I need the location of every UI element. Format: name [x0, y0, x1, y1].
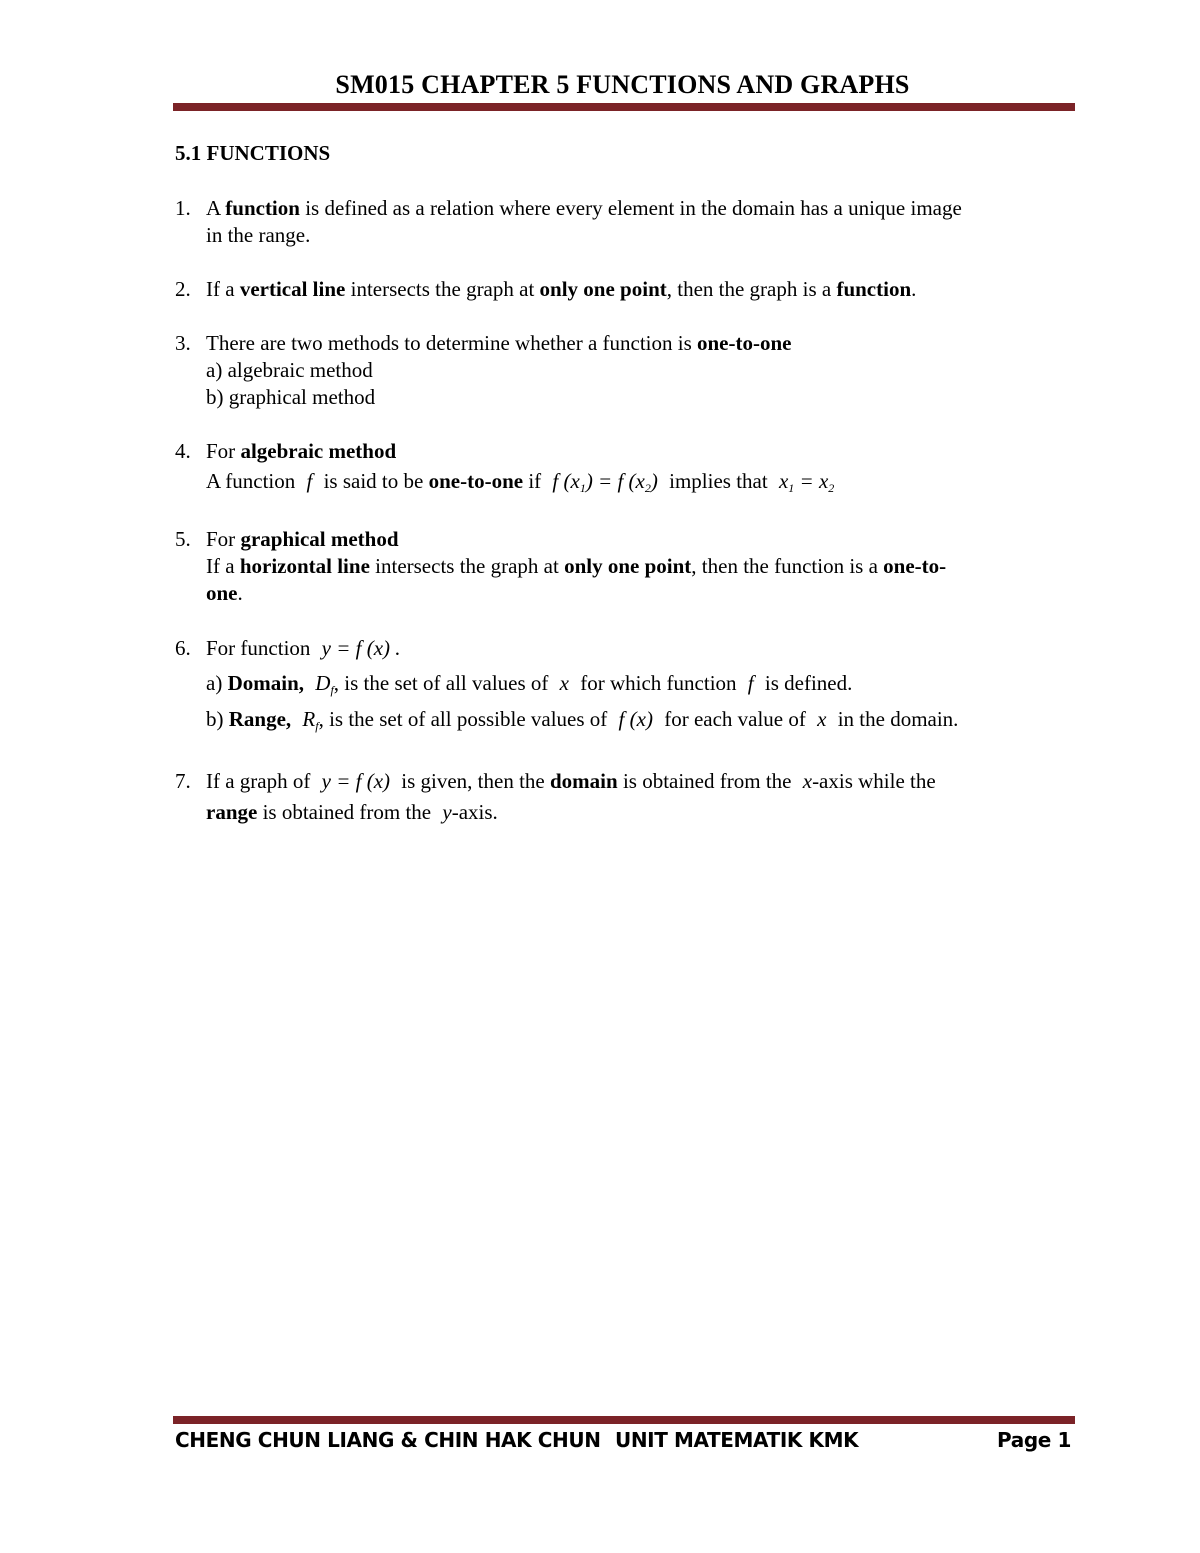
header-rule — [173, 103, 1075, 111]
term-graphical-method: graphical method — [240, 527, 399, 551]
text: . — [237, 581, 243, 605]
footer-authors: CHENG CHUN LIANG & CHIN HAK CHUN — [175, 1428, 601, 1452]
term-one-to-one: one-to- — [883, 554, 947, 578]
text: is obtained from the — [622, 769, 792, 793]
text: If a graph of — [206, 769, 311, 793]
text: if — [528, 469, 542, 493]
math-x: x — [802, 769, 813, 793]
item-number: 3. — [175, 331, 191, 355]
text: is defined as a relation where every element in the domain has a unique image — [305, 196, 962, 220]
sub-item-b: b) graphical method — [206, 385, 376, 409]
item-number: 6. — [175, 636, 191, 660]
math-fx: f (x) — [618, 707, 653, 731]
text: -axis. — [451, 800, 498, 824]
footer-unit: UNIT MATEMATIK KMK — [615, 1428, 859, 1452]
list-item-7 — [175, 768, 1075, 826]
text: For function — [206, 636, 311, 660]
math-f: f — [306, 469, 313, 493]
term-algebraic-method: algebraic method — [240, 439, 397, 463]
text: is given, then the — [401, 769, 545, 793]
math-function: y = f (x) — [321, 769, 391, 793]
text: -axis while the — [812, 769, 936, 793]
term-domain: Domain, — [227, 671, 305, 695]
text: intersects the graph at — [350, 277, 535, 301]
text: is obtained from the — [262, 800, 432, 824]
math-x: x — [559, 671, 569, 695]
item-number: 5. — [175, 527, 191, 551]
text: If a — [206, 554, 235, 578]
list-item-2 — [175, 276, 1075, 303]
math-range: $R_f$ — [302, 707, 319, 733]
text: intersects the graph at — [375, 554, 559, 578]
page-title: SM015 CHAPTER 5 FUNCTIONS AND GRAPHS — [335, 70, 910, 99]
math-f: f — [747, 671, 754, 695]
term-one-to-one: one-to-one — [428, 469, 524, 493]
term-function: function — [225, 196, 300, 220]
math-domain: $D_f$ — [315, 671, 334, 697]
text: A function — [206, 469, 296, 493]
list-item-1 — [175, 195, 1075, 249]
text: If a — [206, 277, 235, 301]
term-vertical-line: vertical line — [239, 277, 346, 301]
text: For — [206, 527, 236, 551]
list-item-3 — [175, 330, 1075, 411]
term-one-to-one: one-to-one — [697, 331, 792, 355]
text: in the range. — [206, 223, 311, 247]
item-number: 2. — [175, 277, 191, 301]
term-only-one-point: only one point — [564, 554, 692, 578]
text: There are two methods to determine whether a function is — [206, 331, 692, 355]
term-only-one-point: only one point — [539, 277, 667, 301]
sub-item-range: b) Range, $R_f$, is the set of all possible values of f (x) for each value of x in the domain. — [206, 707, 959, 733]
text: implies that — [669, 469, 768, 493]
footer — [175, 1428, 1073, 1458]
math-function: y = f (x) . — [321, 636, 401, 660]
term-function: function — [836, 277, 912, 301]
term-one-to-one: one — [206, 581, 238, 605]
math-x: x — [817, 707, 827, 731]
footer-rule — [173, 1416, 1075, 1424]
term-horizontal-line: horizontal line — [239, 554, 370, 578]
term-domain: domain — [550, 769, 618, 793]
list-item-6 — [175, 635, 1075, 733]
text: . — [911, 277, 917, 301]
text: For — [206, 439, 236, 463]
list-item-5 — [175, 526, 1075, 607]
item-number: 4. — [175, 439, 191, 463]
text: , then the graph is a — [666, 277, 832, 301]
term-range: Range, — [228, 707, 292, 731]
math-equation: f $(x_1) = f$ $(x_2)$ — [552, 469, 658, 495]
page-number: Page 1 — [997, 1428, 1071, 1452]
item-number: 7. — [175, 769, 191, 793]
text: is said to be — [323, 469, 424, 493]
sub-item-domain: a) Domain, $D_f$, is the set of all values of x for which function f is defined. — [206, 671, 853, 697]
math-y: y — [442, 800, 452, 824]
text: , then the function is a — [691, 554, 878, 578]
list-item-4 — [175, 438, 1075, 495]
sub-item-a: a) algebraic method — [206, 358, 373, 382]
section-heading: 5.1 FUNCTIONS — [175, 141, 331, 165]
text: A — [206, 196, 221, 220]
math-equation: $x_1 = x_2$ — [778, 469, 835, 495]
item-number: 1. — [175, 196, 191, 220]
term-range: range — [206, 800, 258, 824]
